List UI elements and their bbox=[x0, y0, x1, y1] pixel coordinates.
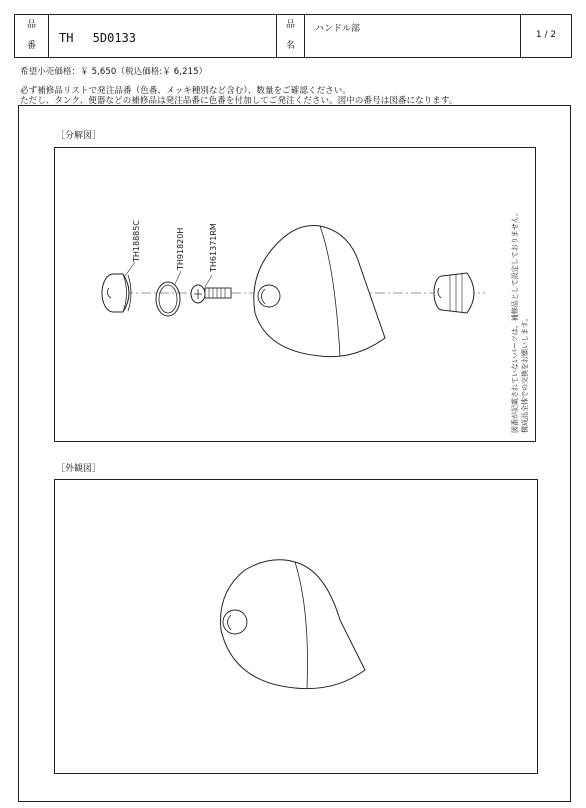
part-leaders bbox=[125, 262, 212, 287]
exploded-view-box bbox=[54, 147, 536, 442]
page-number: 1 / 2 bbox=[535, 30, 557, 40]
hinban-label-1: 品 bbox=[26, 20, 36, 30]
side-note-1: 図番が記載されていないパーツは、補修品として設定しておりません。 bbox=[511, 208, 519, 433]
product-name: ハンドル部 bbox=[315, 24, 361, 34]
external-view-drawing bbox=[55, 480, 537, 773]
page-cell bbox=[521, 15, 571, 57]
note-line-1: 必ず補修品リストで発注品番（色番、メッキ種別など含む）、数量をご確認ください。 bbox=[20, 86, 351, 96]
part-label-2: TH91820H bbox=[176, 227, 185, 270]
lever-cap bbox=[434, 273, 474, 313]
side-note-2: 構成品全体での交換をお願いします。 bbox=[521, 314, 529, 433]
handle-body bbox=[254, 225, 385, 356]
price-text: 希望小売価格：￥ 5,650（税込価格:￥ 6,215） bbox=[20, 67, 208, 77]
product-code: TH 5D0133 bbox=[59, 31, 137, 45]
part-label-3: TH61371RM bbox=[209, 223, 218, 272]
product-name-cell bbox=[305, 15, 521, 57]
hinban-label-cell bbox=[15, 15, 49, 57]
header-table bbox=[14, 14, 572, 58]
note-line-2: ただし、タンク、便器などの補修品は発注品番に色番を付加してご発注ください。図中の番号は図番になります。 bbox=[20, 96, 458, 106]
hinban-label-2: 番 bbox=[26, 41, 36, 51]
hinmei-label-2: 名 bbox=[285, 41, 295, 51]
product-code-cell bbox=[49, 15, 277, 57]
handle-external bbox=[221, 560, 366, 689]
screw-part bbox=[191, 285, 231, 303]
exploded-view-drawing bbox=[55, 148, 535, 441]
external-view-box bbox=[54, 479, 538, 774]
cap-part bbox=[102, 274, 131, 312]
part-label-1: TH18885C bbox=[132, 220, 141, 262]
exploded-view-title: ［分解図］ bbox=[56, 131, 102, 141]
hinmei-label-1: 品 bbox=[285, 20, 295, 30]
ring-part bbox=[156, 282, 180, 316]
hinmei-label-cell bbox=[277, 15, 305, 57]
external-view-title: ［外観図］ bbox=[56, 464, 102, 474]
